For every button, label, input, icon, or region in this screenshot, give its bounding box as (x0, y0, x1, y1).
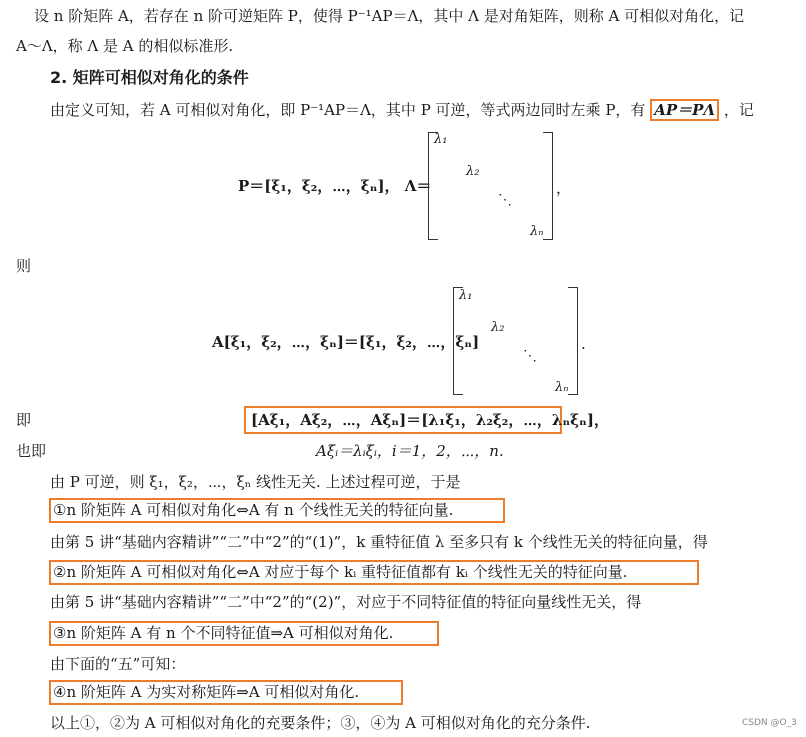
section-five-line: 由下面的“五”可知： (50, 655, 186, 673)
condition-1: ①n 阶矩阵 A 可相似对角化⇔A 有 n 个线性无关的特征向量. (53, 501, 454, 519)
also-namely-label: 也即 (16, 442, 47, 460)
matrix2-right-bracket (568, 287, 578, 395)
equation-eigen-columns: [Aξ₁，Aξ₂，⋯，Aξₙ]＝[λ₁ξ₁，λ₂ξ₂，⋯，λₙξₙ]， (251, 411, 609, 429)
matrix2-lambda-n: λₙ (555, 380, 569, 395)
equation-a-xi: A[ξ₁，ξ₂，⋯，ξₙ]＝[ξ₁，ξ₂，⋯，ξₙ] (212, 333, 480, 351)
equation-eigen-relation: Aξᵢ＝λᵢξᵢ，i＝1，2，⋯，n. (316, 442, 504, 460)
summary-line: 以上①，②为 A 可相似对角化的充要条件；③，④为 A 可相似对角化的充分条件. (50, 714, 591, 732)
then-label: 则 (16, 257, 32, 275)
condition-3: ③n 阶矩阵 A 有 n 个不同特征值⇒A 可相似对角化. (53, 624, 394, 642)
matrix1-left-bracket (428, 132, 438, 240)
matrix1-diagonal-dots: ⋱ (498, 192, 513, 208)
reference-line-2: 由第 5 讲“基础内容精讲”“二”中“2”的“(2)”，对应于不同特征值的特征向量线性无关，得 (50, 593, 642, 611)
namely-label: 即 (16, 411, 32, 429)
condition-2: ②n 阶矩阵 A 可相似对角化⇔A 对应于每个 kᵢ 重特征值都有 kᵢ 个线性无关的特征向量. (53, 563, 628, 581)
derivation-line (50, 100, 754, 120)
matrix1-right-bracket (543, 132, 553, 240)
matrix2-lambda2: λ₂ (491, 320, 505, 335)
equation1-comma: ， (556, 179, 572, 197)
independence-line: 由 P 可逆，则 ξ₁，ξ₂，⋯，ξₙ 线性无关. 上述过程可逆，于是 (50, 473, 461, 491)
matrix2-left-bracket (453, 287, 463, 395)
highlight-box-ap-eq-plambda: AP＝PΛ (650, 99, 719, 121)
matrix1-lambda-n: λₙ (530, 224, 544, 239)
matrix1-lambda1: λ₁ (434, 132, 448, 147)
derivation-tail: ，记 (723, 101, 754, 119)
condition-4: ④n 阶矩阵 A 为实对称矩阵⇒A 可相似对角化. (53, 683, 360, 701)
matrix2-lambda1: λ₁ (459, 288, 473, 303)
equation-p-lambda: P＝[ξ₁，ξ₂，⋯，ξₙ]， Λ＝ (238, 177, 432, 195)
definition-line-2: A～Λ，称 Λ 是 A 的相似标准形. (16, 37, 234, 55)
matrix1-lambda2: λ₂ (466, 164, 480, 179)
matrix2-diagonal-dots: ⋱ (523, 348, 538, 364)
section-heading: 2. 矩阵可相似对角化的条件 (50, 68, 249, 87)
derivation-text: 由定义可知，若 A 可相似对角化，即 P⁻¹AP＝Λ，其中 P 可逆，等式两边同时左乘 P，有 (50, 101, 646, 119)
equation2-period: . (581, 335, 586, 353)
watermark: CSDN @O_3 (742, 718, 797, 728)
reference-line-1: 由第 5 讲“基础内容精讲”“二”中“2”的“(1)”，k 重特征值 λ 至多只有 k 个线性无关的特征向量，得 (50, 533, 708, 551)
definition-line-1: 设 n 阶矩阵 A，若存在 n 阶可逆矩阵 P，使得 P⁻¹AP＝Λ，其中 Λ 是对角矩阵，则称 A 可相似对角化，记 (34, 7, 745, 25)
